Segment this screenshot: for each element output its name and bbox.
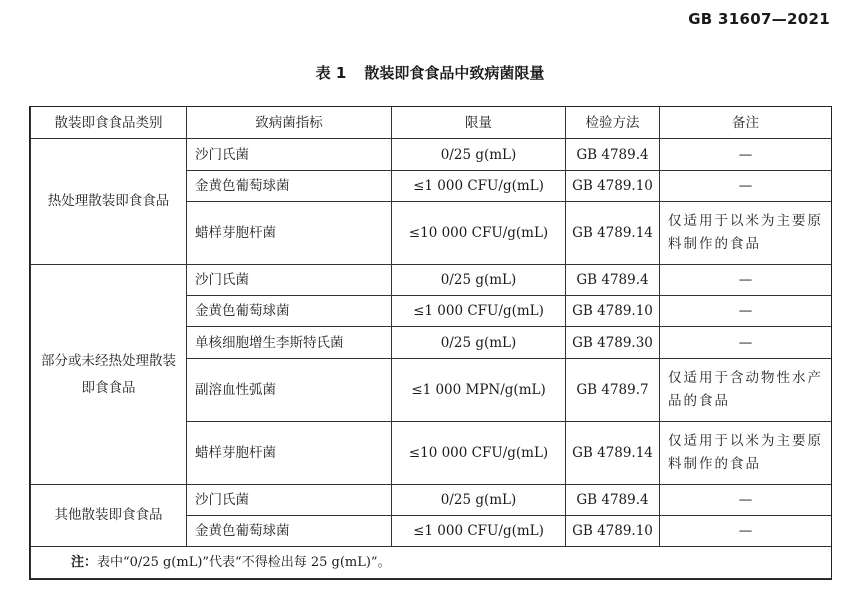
method-cell: GB 4789.10 (566, 516, 660, 547)
table-row (31, 139, 832, 171)
limit-cell: 0/25 g(mL) (392, 265, 566, 296)
method-cell: GB 4789.10 (566, 171, 660, 202)
note-cell: — (660, 265, 832, 296)
limit-cell: ≤1 000 CFU/g(mL) (392, 296, 566, 327)
method-cell: GB 4789.4 (566, 265, 660, 296)
method-cell: GB 4789.14 (566, 422, 660, 485)
table-caption-label: 表 1 (315, 64, 347, 82)
table-caption (0, 62, 860, 83)
pathogen-cell: 蜡样芽胞杆菌 (187, 422, 392, 485)
limit-cell: 0/25 g(mL) (392, 485, 566, 516)
category-cell: 部分或未经热处理散装即食食品 (31, 265, 187, 485)
limit-cell: ≤1 000 CFU/g(mL) (392, 171, 566, 202)
limit-cell: ≤10 000 CFU/g(mL) (392, 422, 566, 485)
limit-cell: 0/25 g(mL) (392, 327, 566, 359)
note-cell: — (660, 327, 832, 359)
note-cell: — (660, 171, 832, 202)
table-header-row (31, 107, 832, 139)
footnote-label: 注： (71, 554, 98, 570)
note-cell: — (660, 296, 832, 327)
note-cell: — (660, 485, 832, 516)
note-cell: 仅适用于含动物性水产品的食品 (660, 359, 832, 422)
method-cell: GB 4789.10 (566, 296, 660, 327)
category-cell: 热处理散装即食食品 (31, 139, 187, 265)
column-header-limit: 限量 (392, 107, 566, 139)
column-header-method: 检验方法 (566, 107, 660, 139)
method-cell: GB 4789.4 (566, 485, 660, 516)
pathogen-cell: 单核细胞增生李斯特氏菌 (187, 327, 392, 359)
column-header-pathogen: 致病菌指标 (187, 107, 392, 139)
note-cell: — (660, 516, 832, 547)
note-cell: 仅适用于以米为主要原料制作的食品 (660, 202, 832, 265)
column-header-note: 备注 (660, 107, 832, 139)
limit-cell: ≤10 000 CFU/g(mL) (392, 202, 566, 265)
column-header-category: 散装即食食品类别 (31, 107, 187, 139)
pathogen-cell: 金黄色葡萄球菌 (187, 516, 392, 547)
pathogen-cell: 金黄色葡萄球菌 (187, 171, 392, 202)
pathogen-cell: 沙门氏菌 (187, 139, 392, 171)
pathogen-cell: 副溶血性弧菌 (187, 359, 392, 422)
pathogen-cell: 金黄色葡萄球菌 (187, 296, 392, 327)
pathogen-limits-table (30, 106, 832, 579)
limit-cell: ≤1 000 CFU/g(mL) (392, 516, 566, 547)
footnote-text: 表中“0/25 g(mL)”代表“不得检出每 25 g(mL)”。 (97, 554, 391, 570)
table-caption-title: 散装即食食品中致病菌限量 (364, 64, 545, 82)
method-cell: GB 4789.30 (566, 327, 660, 359)
note-cell: 仅适用于以米为主要原料制作的食品 (660, 422, 832, 485)
method-cell: GB 4789.4 (566, 139, 660, 171)
limit-cell: 0/25 g(mL) (392, 139, 566, 171)
footnote-row (31, 547, 832, 579)
pathogen-cell: 沙门氏菌 (187, 265, 392, 296)
pathogen-cell: 沙门氏菌 (187, 485, 392, 516)
limit-cell: ≤1 000 MPN/g(mL) (392, 359, 566, 422)
category-cell: 其他散装即食食品 (31, 485, 187, 547)
standard-number: GB 31607—2021 (688, 10, 830, 28)
table-row (31, 265, 832, 296)
footnote-cell (31, 547, 832, 579)
method-cell: GB 4789.14 (566, 202, 660, 265)
method-cell: GB 4789.7 (566, 359, 660, 422)
pathogen-cell: 蜡样芽胞杆菌 (187, 202, 392, 265)
table-row (31, 485, 832, 516)
note-cell: — (660, 139, 832, 171)
